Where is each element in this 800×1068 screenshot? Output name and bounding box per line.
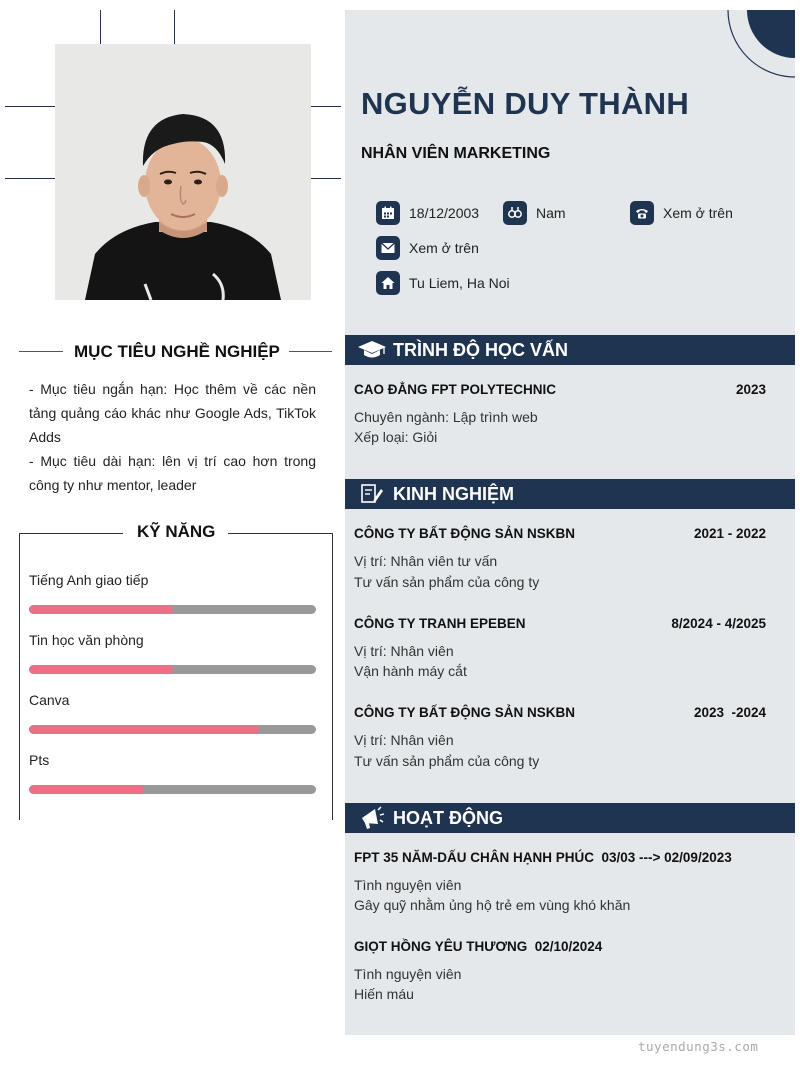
skill-bar-fill [29, 785, 144, 794]
watermark: tuyendung3s.com [638, 1039, 759, 1054]
frame-line [5, 178, 55, 179]
activity-description: Gây quỹ nhằm ủng hộ trẻ em vùng khó khăn [354, 897, 631, 913]
skill-label: Tiếng Anh giao tiếp [29, 572, 149, 588]
frame-line [311, 106, 341, 107]
activity-heading: GIỌT HỒNG YÊU THƯƠNG 02/10/2024 [354, 939, 603, 954]
skills-frame [19, 533, 123, 534]
experience-period: 8/2024 - 4/2025 [671, 616, 766, 631]
experience-header [345, 479, 795, 509]
frame-line [5, 106, 55, 107]
skill-bar [29, 785, 316, 794]
skill-bar [29, 665, 316, 674]
megaphone-icon [357, 806, 387, 830]
skill-label: Canva [29, 692, 70, 708]
objective-long-term: - Mục tiêu dài hạn: lên vị trí cao hơn trong công ty như mentor, leader [29, 453, 316, 493]
address-info [376, 271, 510, 295]
home-icon [376, 271, 400, 295]
address-value: Tu Liem, Ha Noi [409, 275, 510, 291]
gender-info [503, 201, 566, 225]
gender-value: Nam [536, 205, 566, 221]
experience-description: Vận hành máy cắt [354, 663, 467, 679]
gender-icon [503, 201, 527, 225]
birthday-value: 18/12/2003 [409, 205, 480, 221]
section-divider [19, 351, 63, 352]
corner-decoration [723, 10, 795, 78]
objective-text [29, 377, 316, 497]
phone-value: Xem ở trên [663, 205, 733, 221]
email-value: Xem ở trên [409, 240, 479, 256]
objective-heading: MỤC TIÊU NGHỀ NGHIỆP [74, 342, 280, 361]
skill-bar-fill [29, 665, 173, 674]
company-name: CÔNG TY TRANH EPEBEN [354, 616, 526, 631]
skills-frame [332, 533, 333, 820]
frame-line [100, 10, 101, 44]
skill-label: Tin học văn phòng [29, 632, 144, 648]
education-grade: Xếp loại: Giỏi [354, 429, 438, 445]
frame-line [174, 10, 175, 44]
email-info [376, 236, 479, 260]
activity-entry-title [354, 850, 766, 865]
mail-icon [376, 236, 400, 260]
skill-label: Pts [29, 752, 50, 768]
activity-role: Tình nguyện viên [354, 966, 462, 982]
activity-entry-title [354, 939, 766, 954]
education-title: TRÌNH ĐỘ HỌC VẤN [393, 339, 568, 360]
skill-bar [29, 725, 316, 734]
activity-heading: FPT 35 NĂM-DẤU CHÂN HẠNH PHÚC 03/03 ---> 02/09/2023 [354, 850, 732, 865]
phone-icon [630, 201, 654, 225]
activities-header [345, 803, 795, 833]
experience-icon [357, 482, 387, 506]
activities-title: HOẠT ĐỘNG [393, 807, 503, 828]
phone-info [630, 201, 733, 225]
birthday-info [376, 201, 479, 225]
school-name: CAO ĐẲNG FPT POLYTECHNIC [354, 382, 557, 397]
experience-period: 2021 - 2022 [693, 526, 766, 541]
activity-role: Tình nguyện viên [354, 877, 462, 893]
company-name: CÔNG TY BẤT ĐỘNG SẢN NSKBN [354, 705, 576, 720]
candidate-name: NGUYỄN DUY THÀNH [361, 86, 690, 121]
section-divider [289, 351, 332, 352]
education-header [345, 335, 795, 365]
objective-short-term: - Mục tiêu ngắn hạn: Học thêm về các nền tảng quảng cáo khác như Google Ads, TikTok Adds [29, 381, 316, 445]
experience-title: KINH NGHIỆM [393, 483, 514, 504]
education-year: 2023 [735, 382, 766, 397]
company-name: CÔNG TY BẤT ĐỘNG SẢN NSKBN [354, 526, 576, 541]
graduation-cap-icon [357, 338, 387, 362]
activity-description: Hiến máu [354, 986, 414, 1002]
experience-position: Vị trí: Nhân viên tư vấn [354, 553, 498, 569]
profile-photo [55, 44, 311, 300]
experience-description: Tư vấn sản phẩm của công ty [354, 574, 540, 590]
skills-frame [228, 533, 332, 534]
frame-line [311, 178, 341, 179]
education-major: Chuyên ngành: Lập trình web [354, 409, 538, 425]
skills-heading: KỸ NĂNG [137, 522, 216, 541]
experience-period: 2023 -2024 [693, 705, 766, 720]
experience-description: Tư vấn sản phẩm của công ty [354, 753, 540, 769]
experience-position: Vị trí: Nhân viên [354, 732, 454, 748]
skill-bar-fill [29, 725, 259, 734]
job-title: NHÂN VIÊN MARKETING [361, 145, 551, 162]
skill-bar [29, 605, 316, 614]
experience-entry-title [354, 616, 766, 631]
skill-bar-fill [29, 605, 173, 614]
skills-frame [19, 533, 20, 820]
calendar-icon [376, 201, 400, 225]
experience-entry-title [354, 526, 766, 541]
experience-position: Vị trí: Nhân viên [354, 643, 454, 659]
experience-entry-title [354, 705, 766, 720]
education-entry-title [354, 382, 766, 397]
